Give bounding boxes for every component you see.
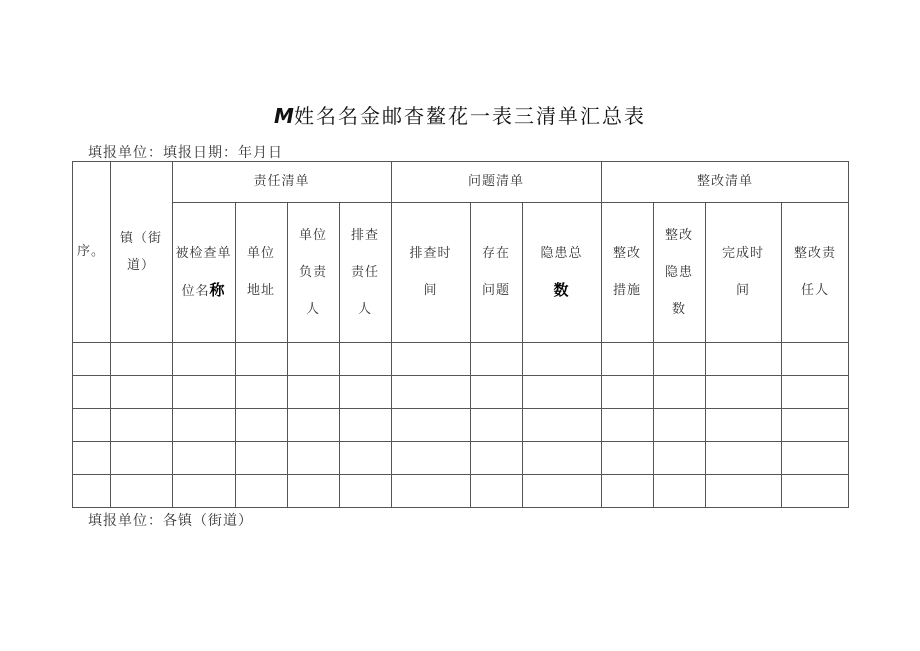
table-cell (705, 441, 781, 474)
table-cell (110, 408, 172, 441)
table-cell (601, 375, 653, 408)
table-cell (781, 474, 849, 507)
table-cell (172, 408, 235, 441)
table-cell (391, 441, 470, 474)
table-cell (72, 441, 110, 474)
header-unit-head-line3: 人 (305, 301, 320, 317)
table-cell (522, 408, 601, 441)
header-check-person-line3: 人 (357, 301, 372, 317)
table-cell (287, 342, 339, 375)
header-hazard-total (522, 202, 601, 342)
table-cell (470, 375, 522, 408)
table-cell (235, 441, 287, 474)
table-cell (72, 375, 110, 408)
table-cell (781, 441, 849, 474)
header-inspected-bold: 称 (209, 280, 226, 299)
header-inspected-line1: 被检查单 (175, 245, 232, 261)
table-cell (781, 408, 849, 441)
table-cell (172, 474, 235, 507)
header-issue-line2: 问题 (481, 283, 510, 298)
header-address-line2: 地址 (246, 283, 275, 298)
table-cell (522, 441, 601, 474)
table-cell (470, 342, 522, 375)
header-rect-person-line1: 整改责 (793, 246, 836, 261)
header-completion-time (705, 202, 781, 342)
table-cell (339, 474, 391, 507)
table-cell (339, 408, 391, 441)
table-cell (470, 408, 522, 441)
table-cell (470, 441, 522, 474)
header-address-line1: 单位 (246, 246, 275, 261)
table-cell (72, 474, 110, 507)
header-unit-address (235, 202, 287, 342)
table-cell (72, 342, 110, 375)
header-check-time (391, 202, 470, 342)
header-unit-head-line2: 负责 (298, 264, 327, 280)
table-cell (110, 441, 172, 474)
header-rect-hazard-line2: 隐患 (664, 264, 693, 280)
table-cell (110, 375, 172, 408)
header-issue-line1: 存在 (481, 246, 510, 261)
page-title (0, 100, 920, 129)
header-check-time-line2: 间 (423, 283, 438, 298)
table-cell (391, 408, 470, 441)
table-cell (391, 474, 470, 507)
header-hazard-total-line1: 隐患总 (540, 245, 583, 261)
summary-table (72, 161, 849, 508)
header-town-line1: 镇（街 (119, 230, 162, 246)
header-hazard-total-bold: 数 (553, 280, 570, 299)
table-cell (339, 342, 391, 375)
table-cell (601, 342, 653, 375)
table-cell (522, 375, 601, 408)
table-cell (172, 342, 235, 375)
header-rect-hazard-line3: 数 (671, 301, 686, 317)
table-cell (391, 375, 470, 408)
table-cell (601, 441, 653, 474)
header-rect-hazard-line1: 整改 (664, 227, 693, 243)
header-town-line2: 道） (126, 257, 155, 273)
table-cell (470, 474, 522, 507)
table-cell (653, 474, 705, 507)
group-problem (391, 161, 601, 202)
table-cell (110, 342, 172, 375)
table-cell (653, 375, 705, 408)
group-responsibility-label: 责任清单 (253, 174, 310, 189)
table-cell (172, 375, 235, 408)
group-problem-label: 问题清单 (467, 174, 524, 189)
group-responsibility (172, 161, 391, 202)
header-rect-person-line2: 任人 (800, 283, 829, 298)
table-cell (705, 342, 781, 375)
header-check-person (339, 202, 391, 342)
header-measure-line1: 整改 (612, 246, 641, 261)
group-rectify (601, 161, 849, 202)
table-cell (339, 441, 391, 474)
table-cell (781, 375, 849, 408)
table-cell (287, 375, 339, 408)
table-cell (781, 342, 849, 375)
header-seq-label: 序。 (76, 244, 105, 259)
header-seq (72, 161, 110, 342)
table-cell (522, 342, 601, 375)
table-cell (172, 441, 235, 474)
table-cell (287, 474, 339, 507)
table-cell (287, 441, 339, 474)
table-cell (601, 408, 653, 441)
table-cell (339, 375, 391, 408)
header-done-time-line2: 间 (735, 283, 750, 298)
header-unit-head (287, 202, 339, 342)
table-cell (705, 375, 781, 408)
table-cell (235, 342, 287, 375)
table-cell (522, 474, 601, 507)
title-mark: M (274, 104, 294, 128)
footnote: 填报单位：各镇（街道） (88, 513, 253, 529)
table-cell (705, 474, 781, 507)
header-check-person-line2: 责任 (350, 264, 379, 280)
header-done-time-line1: 完成时 (721, 246, 764, 261)
header-inspected-unit (172, 202, 235, 342)
table-cell (235, 408, 287, 441)
fill-info-line: 填报单位：填报日期：年月日 (88, 145, 283, 161)
table-cell (391, 342, 470, 375)
header-rectify-person (781, 202, 849, 342)
table-cell (110, 474, 172, 507)
header-rectify-measure (601, 202, 653, 342)
header-existing-issue (470, 202, 522, 342)
table-cell (653, 408, 705, 441)
table-cell (287, 408, 339, 441)
table-cell (72, 408, 110, 441)
table-cell (653, 342, 705, 375)
header-town (110, 161, 172, 342)
table-cell (235, 375, 287, 408)
title-text: 姓名名金邮杳鳌花一表三清单汇总表 (293, 104, 646, 128)
header-inspected-line2: 位名 (181, 283, 210, 299)
table-cell (653, 441, 705, 474)
header-unit-head-line1: 单位 (298, 227, 327, 243)
header-rectified-hazards (653, 202, 705, 342)
header-measure-line2: 措施 (612, 283, 641, 298)
header-check-time-line1: 排查时 (409, 246, 452, 261)
group-rectify-label: 整改清单 (696, 174, 753, 189)
header-check-person-line1: 排查 (350, 227, 379, 243)
table-cell (235, 474, 287, 507)
table-cell (705, 408, 781, 441)
table-cell (601, 474, 653, 507)
